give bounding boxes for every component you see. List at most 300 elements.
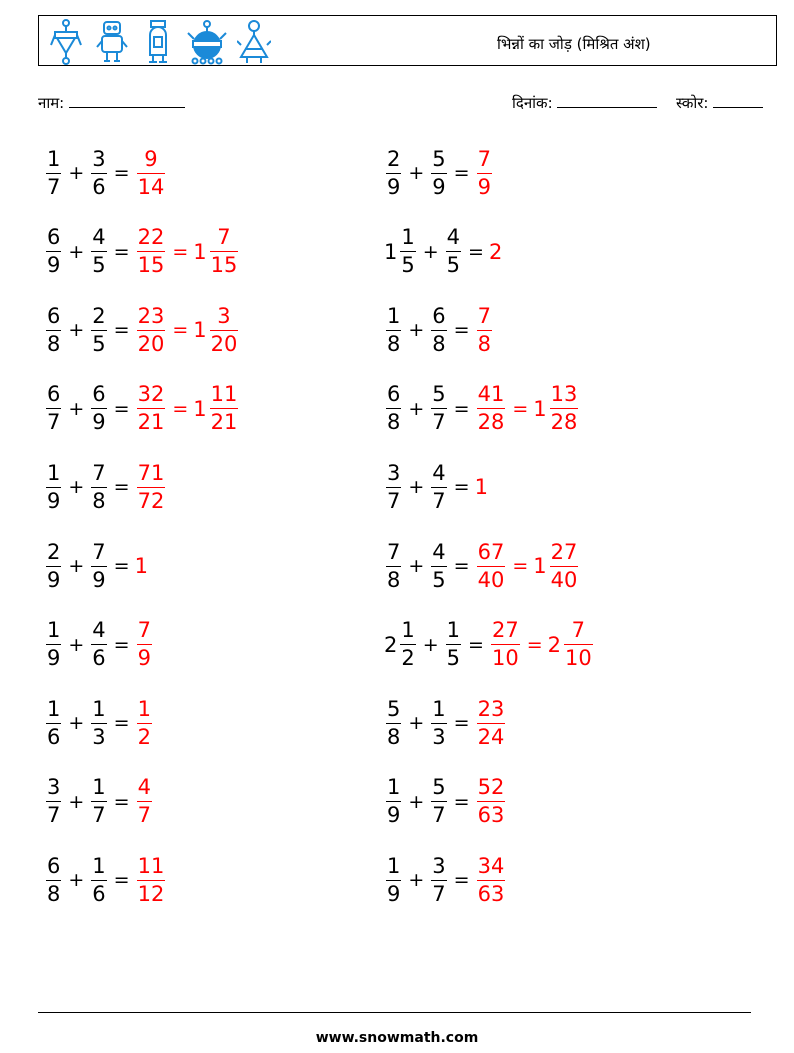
addend-1 [44, 227, 63, 276]
fraction [477, 539, 506, 592]
fraction [91, 384, 106, 433]
fraction [137, 384, 166, 433]
numerator: 52 [477, 775, 505, 800]
fraction [210, 384, 239, 433]
addend-2 [429, 146, 448, 199]
plus-sign: + [408, 869, 425, 892]
equals-sign: = [113, 319, 130, 342]
fraction [477, 696, 506, 749]
plus-sign: + [68, 240, 85, 263]
denominator: 6 [92, 881, 106, 906]
plus-sign: + [68, 162, 85, 184]
addend-1 [44, 620, 63, 669]
robot-1-icon [49, 19, 83, 65]
numerator: 6 [47, 853, 61, 878]
denominator: 6 [92, 646, 106, 671]
numerator: 32 [137, 382, 165, 407]
numerator: 6 [47, 303, 61, 328]
equals-sign: = [453, 162, 470, 184]
fraction [477, 146, 492, 199]
answer [533, 539, 580, 592]
numerator: 7 [477, 303, 491, 328]
denominator: 8 [387, 724, 401, 749]
fraction [431, 384, 446, 433]
equals-sign: = [172, 240, 189, 263]
addend-2 [444, 620, 463, 669]
problem-item [44, 772, 154, 832]
problem-item [384, 143, 494, 203]
fraction [46, 384, 61, 433]
whole-number: 1 [134, 554, 148, 578]
problem-item [44, 850, 167, 910]
numerator: 41 [477, 382, 505, 407]
worksheet-title: भिन्नों का जोड़ (मिश्रित अंश) [497, 35, 651, 53]
fraction [137, 303, 166, 356]
denominator: 8 [432, 331, 446, 356]
numerator: 5 [432, 146, 446, 171]
equals-sign: = [468, 240, 484, 263]
fraction [386, 696, 401, 749]
denominator: 8 [47, 881, 61, 906]
numerator: 7 [92, 539, 106, 564]
denominator: 28 [550, 410, 578, 435]
answer [193, 227, 240, 276]
denominator: 9 [387, 174, 401, 199]
score-blank[interactable] [713, 94, 763, 108]
equals-sign: = [172, 319, 189, 342]
denominator: 15 [210, 253, 238, 278]
date-field[interactable] [512, 93, 657, 113]
fraction [386, 777, 401, 826]
numerator: 6 [92, 382, 106, 407]
fraction [431, 303, 446, 356]
answer [548, 620, 595, 669]
denominator: 12 [137, 881, 165, 906]
equals-sign: = [453, 476, 470, 499]
addend-2 [89, 696, 108, 749]
denominator: 6 [47, 724, 61, 749]
addend-1 [384, 620, 418, 669]
whole-number: 2 [547, 632, 561, 657]
whole-number: 1 [533, 396, 547, 421]
numerator: 1 [387, 303, 401, 328]
whole-number: 1 [193, 318, 207, 343]
addend-2 [89, 620, 108, 669]
fraction [477, 853, 506, 906]
equals-sign: = [453, 869, 470, 892]
numerator: 7 [137, 618, 151, 643]
numerator: 4 [92, 225, 106, 250]
equals-sign: = [453, 712, 470, 735]
addend-2 [429, 777, 448, 826]
equals-sign: = [113, 869, 130, 892]
fraction [386, 460, 401, 513]
numerator: 4 [432, 539, 446, 564]
fraction [210, 227, 239, 276]
numerator: 1 [47, 460, 61, 485]
denominator: 28 [477, 410, 505, 435]
answer [475, 696, 508, 749]
plus-sign: + [68, 790, 85, 813]
plus-sign: + [408, 319, 425, 342]
answer [475, 539, 508, 592]
numerator: 11 [137, 853, 165, 878]
fraction [137, 460, 166, 513]
problem-item [384, 300, 494, 360]
numerator: 4 [137, 775, 151, 800]
fraction [400, 620, 415, 669]
numerator: 1 [387, 775, 401, 800]
addend-1 [384, 384, 403, 433]
plus-sign: + [68, 319, 85, 342]
equals-sign: = [453, 790, 470, 813]
addend-2 [89, 460, 108, 513]
addend-2 [89, 384, 108, 433]
robot-3-icon [141, 19, 175, 65]
problem-item [384, 536, 580, 596]
equals-sign: = [468, 633, 484, 656]
whole-number: 1 [384, 239, 398, 264]
fraction [91, 853, 106, 906]
fraction [137, 227, 166, 276]
numerator: 67 [477, 539, 505, 564]
whole-number: 1 [193, 396, 207, 421]
plus-sign: + [422, 240, 439, 263]
fraction [46, 146, 61, 199]
fraction [46, 853, 61, 906]
equals-sign: = [113, 162, 130, 184]
score-field[interactable] [676, 93, 763, 113]
addend-1 [384, 853, 403, 906]
numerator: 2 [387, 146, 401, 171]
answer [193, 384, 240, 433]
robot-4-icon [187, 19, 227, 65]
addend-1 [384, 696, 403, 749]
addend-1 [44, 777, 63, 826]
addend-1 [44, 460, 63, 513]
numerator: 4 [432, 460, 446, 485]
numerator: 1 [47, 146, 61, 171]
numerator: 3 [387, 460, 401, 485]
denominator: 7 [47, 410, 61, 435]
denominator: 14 [137, 174, 165, 199]
answer [475, 303, 494, 356]
denominator: 7 [387, 488, 401, 513]
denominator: 21 [210, 410, 238, 435]
problem-item [44, 222, 240, 282]
answer [533, 384, 580, 433]
answer [193, 303, 240, 356]
denominator: 8 [387, 410, 401, 435]
answer [135, 227, 168, 276]
denominator: 15 [137, 253, 165, 278]
denominator: 7 [432, 410, 446, 435]
answer [475, 853, 508, 906]
addend-1 [384, 146, 403, 199]
denominator: 2 [401, 646, 415, 671]
denominator: 5 [446, 253, 461, 278]
equals-sign: = [453, 319, 470, 342]
denominator: 7 [92, 803, 106, 828]
numerator: 23 [477, 696, 505, 721]
date-blank[interactable] [557, 94, 657, 108]
numerator: 4 [92, 618, 106, 643]
fraction [446, 227, 461, 276]
denominator: 9 [47, 488, 61, 513]
fraction [491, 620, 520, 669]
addend-2 [429, 460, 448, 513]
denominator: 3 [432, 724, 446, 749]
problem-item [384, 457, 489, 517]
equals-sign: = [113, 555, 130, 577]
fraction [91, 303, 106, 356]
answer [135, 384, 168, 433]
whole-number: 1 [533, 554, 547, 578]
numerator: 2 [92, 303, 106, 328]
fraction [386, 146, 401, 199]
addend-1 [44, 384, 63, 433]
addend-1 [384, 539, 403, 592]
denominator: 7 [432, 881, 446, 906]
plus-sign: + [68, 397, 85, 420]
header-box [38, 15, 777, 66]
fraction [386, 853, 401, 906]
fraction [477, 777, 506, 826]
fraction [46, 620, 61, 669]
numerator: 7 [92, 460, 106, 485]
plus-sign: + [68, 712, 85, 735]
denominator: 7 [47, 803, 61, 828]
answer [135, 620, 154, 669]
denominator: 3 [92, 724, 106, 749]
fraction [91, 227, 106, 276]
fraction [550, 384, 579, 433]
fraction [446, 620, 461, 669]
fraction [91, 620, 106, 669]
numerator: 34 [477, 853, 505, 878]
answer [135, 460, 168, 513]
numerator: 1 [387, 853, 401, 878]
fraction [210, 303, 239, 356]
fraction [386, 384, 401, 433]
plus-sign: + [408, 712, 425, 735]
numerator: 27 [550, 539, 578, 564]
equals-sign: = [113, 240, 130, 263]
problem-item [44, 457, 167, 517]
plus-sign: + [68, 633, 85, 656]
denominator: 7 [432, 488, 446, 513]
problem-item [44, 300, 240, 360]
fraction [386, 539, 401, 592]
fraction [46, 539, 61, 592]
denominator: 20 [210, 331, 238, 356]
plus-sign: + [422, 633, 439, 656]
answer [475, 777, 508, 826]
fraction [431, 853, 446, 906]
answer [135, 696, 154, 749]
denominator: 9 [47, 253, 61, 278]
numerator: 5 [387, 696, 401, 721]
plus-sign: + [408, 397, 425, 420]
equals-sign: = [172, 397, 189, 420]
numerator: 1 [92, 775, 106, 800]
addend-2 [444, 227, 463, 276]
denominator: 9 [47, 646, 61, 671]
denominator: 21 [137, 410, 165, 435]
numerator: 1 [47, 696, 61, 721]
plus-sign: + [408, 476, 425, 499]
addend-2 [89, 539, 108, 592]
equals-sign: = [113, 790, 130, 813]
addend-1 [384, 227, 418, 276]
numerator: 1 [401, 225, 415, 250]
fraction [137, 620, 152, 669]
numerator: 5 [432, 775, 446, 800]
denominator: 24 [477, 724, 505, 749]
addend-2 [429, 853, 448, 906]
denominator: 5 [92, 253, 106, 278]
numerator: 1 [47, 618, 61, 643]
whole-number: 2 [384, 632, 398, 657]
plus-sign: + [68, 869, 85, 892]
addend-1 [44, 146, 63, 199]
denominator: 8 [387, 331, 401, 356]
denominator: 40 [550, 567, 578, 592]
numerator: 1 [401, 618, 415, 643]
plus-sign: + [408, 162, 425, 184]
denominator: 5 [401, 253, 415, 278]
numerator: 3 [217, 303, 231, 328]
numerator: 1 [92, 853, 106, 878]
addend-2 [429, 384, 448, 433]
problem-item [384, 693, 507, 753]
fraction [550, 539, 579, 592]
denominator: 7 [47, 174, 61, 199]
fraction [46, 227, 61, 276]
denominator: 2 [137, 724, 151, 749]
answer [489, 620, 522, 669]
problem-item [384, 850, 507, 910]
numerator: 23 [137, 303, 165, 328]
robot-2-icon [95, 19, 129, 65]
fraction [431, 460, 446, 513]
numerator: 13 [550, 382, 578, 407]
denominator: 9 [137, 646, 151, 671]
equals-sign: = [453, 397, 470, 420]
denominator: 9 [432, 174, 446, 199]
denominator: 5 [432, 567, 446, 592]
numerator: 1 [137, 696, 151, 721]
answer [135, 554, 149, 578]
equals-sign: = [512, 397, 529, 420]
plus-sign: + [408, 555, 425, 577]
addend-2 [429, 303, 448, 356]
numerator: 6 [47, 382, 61, 407]
fraction [137, 146, 166, 199]
denominator: 10 [491, 646, 519, 671]
fraction [477, 303, 492, 356]
denominator: 9 [47, 567, 61, 592]
denominator: 7 [432, 803, 446, 828]
fraction [91, 460, 106, 513]
denominator: 8 [387, 567, 401, 592]
equals-sign: = [512, 555, 529, 577]
addend-2 [89, 777, 108, 826]
numerator: 2 [47, 539, 61, 564]
answer [475, 146, 494, 199]
fraction [431, 539, 446, 592]
problem-item [384, 615, 595, 675]
fraction [431, 696, 446, 749]
problem-item [44, 379, 240, 439]
name-field[interactable] [38, 93, 185, 113]
whole-number: 2 [488, 239, 503, 264]
footer-divider [38, 1012, 751, 1013]
fraction [46, 460, 61, 513]
problem-item [384, 379, 580, 439]
denominator: 63 [477, 881, 505, 906]
answer [489, 240, 503, 264]
fraction [137, 777, 152, 826]
fraction [46, 696, 61, 749]
name-label: नाम: [38, 94, 65, 112]
addend-2 [89, 146, 108, 199]
denominator: 5 [92, 331, 106, 356]
numerator: 1 [446, 618, 461, 643]
answer [135, 777, 154, 826]
plus-sign: + [408, 790, 425, 813]
answer [135, 146, 168, 199]
fraction [91, 539, 106, 592]
addend-1 [44, 303, 63, 356]
whole-number: 1 [193, 239, 207, 264]
denominator: 72 [137, 488, 165, 513]
fraction [400, 227, 415, 276]
answer [475, 384, 508, 433]
equals-sign: = [113, 633, 130, 656]
denominator: 9 [387, 881, 401, 906]
numerator: 5 [432, 382, 446, 407]
denominator: 10 [565, 646, 592, 671]
numerator: 6 [432, 303, 446, 328]
date-label: दिनांक: [512, 94, 553, 112]
denominator: 8 [92, 488, 106, 513]
denominator: 40 [477, 567, 505, 592]
numerator: 3 [432, 853, 446, 878]
fraction [431, 777, 446, 826]
fraction [431, 146, 446, 199]
answer [135, 853, 168, 906]
score-label: स्कोर: [676, 94, 709, 112]
denominator: 9 [387, 803, 401, 828]
equals-sign: = [113, 712, 130, 735]
equals-sign: = [526, 633, 543, 656]
numerator: 7 [477, 146, 491, 171]
answer [135, 303, 168, 356]
fraction [477, 384, 506, 433]
numerator: 6 [47, 225, 61, 250]
denominator: 20 [137, 331, 165, 356]
name-blank[interactable] [69, 94, 185, 108]
denominator: 8 [477, 331, 491, 356]
numerator: 11 [210, 382, 238, 407]
whole-number: 1 [474, 475, 488, 500]
addend-1 [44, 539, 63, 592]
plus-sign: + [68, 476, 85, 499]
footer-url[interactable]: www.snowmath.com [315, 1030, 479, 1046]
plus-sign: + [68, 555, 85, 577]
numerator: 1 [92, 696, 106, 721]
